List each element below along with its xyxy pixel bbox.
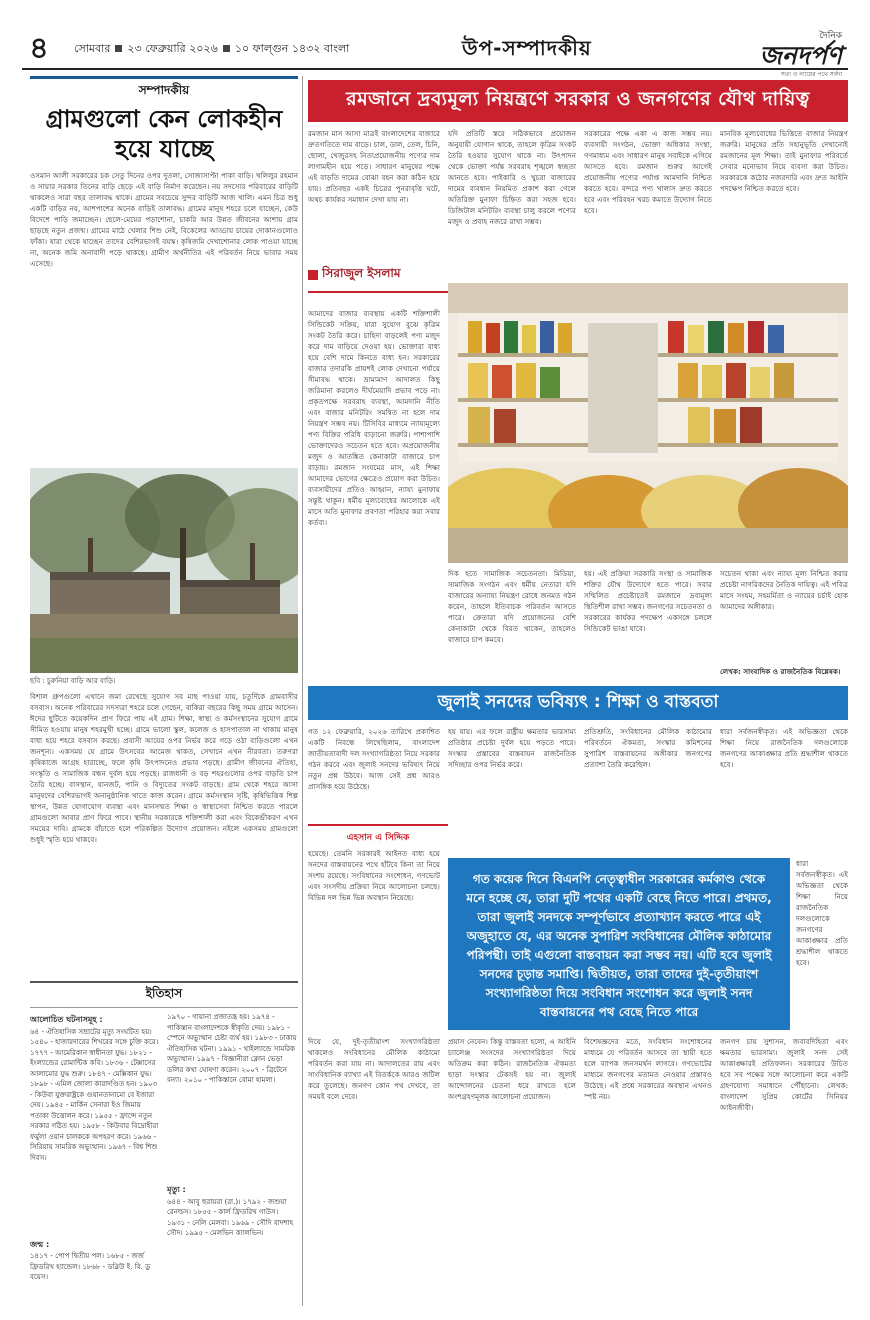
events-list: ৬৪ - ঐতিহাসিক সম্রাটের মৃত্যু সংঘটিত হয়। ১৫৪০ - হাজারদারের শিখরের সঙ্গে চুক্তি করে। ১৭৭৭ - আমেরিকান স্বাধীনতা যুদ্ধ। ১৮২১ - ইংল্যান্ডের রোমান্টিক কবি। ১৮৩৬ - টেক্সাসের আলামোর যুদ্ধ শুরু। ১৮৪৭ - মেক্সিকান যুদ্ধ। ১৮৯৮ - এমিল জোলা কারাদণ্ডিত হন। ১৯০৩ - কিউবা যুক্তরাষ্ট্রকে গুয়ানতানামো বে ইজারা দেয়। ১৯৪৫ - মার্কিন সেনারা ইও জিমায় পতাকা উত্তোলন করে। ১৯৫৫ - ফ্রান্সে নতুন সরকার গঠিত হয়। ১৯৫৮ - কিউবার বিদ্রোহীরা ফর্মুলা ওয়ান চালককে অপহরণ করে। ১৯৬৬ - সিরিয়ায় সামরিক অভ্যুত্থান। ১৯৬৭ - বিশ্ব শিশু দিবস। (30, 1027, 159, 1162)
second-bottom-column-2: প্রয়াস নেবেন। কিন্তু বাস্তবতা হলো, এ আইনি চ্যালেঞ্জ সংসদের সংখ্যাগরিষ্ঠতা দিয়ে অতিক্রম করা কঠিন। রাজনৈতিক ঐকমত্য ছাড়া সংস্কার টেকসই হয় না। জুলাই আন্দোলনের চেতনা ধরে রাখতে হলে অংশগ্রহণমূলক আলোচনা প্রয়োজন। (448, 1037, 576, 1101)
second-headline: জুলাই সনদের ভবিষ্যৎ : শিক্ষা ও বাস্তবতা (308, 686, 848, 720)
second-column-4: ধারা সর্বজনস্বীকৃত। এই অভিজ্ঞতা থেকে শিক্ষা নিয়ে রাজনৈতিক দলগুলোকে জনগণের আকাঙ্ক্ষার প্রতি শ্রদ্ধাশীল থাকতে হবে। (720, 727, 848, 769)
second-column-1-lower: হয়েছে। তেমনি সরকারই আইনত বাধ্য হয়ে সনদের বাস্তবায়নের পথে হাঁটবে কিনা তা নিয়ে সংশয় রয়েছে। সংবিধানের সংশোধন, গণভোট এবং সংসদীয় প্রক্রিয়া নিয়ে আলোচনা চলছে। বিভিন্ন দল ভিন্ন ভিন্ন অবস্থান নিয়েছে। (308, 849, 440, 902)
issue-date-gregorian: ২৩ ফেব্রুয়ারি ২০২৬ (127, 41, 218, 55)
brand-name: জনদর্পণ (759, 41, 842, 70)
second-author-box (308, 824, 448, 844)
main-column-1-bottom: আমাদের বাজার ব্যবস্থায় একটি শক্তিশালী সিন্ডিকেট সক্রিয়, যারা সুযোগ বুঝে কৃত্রিম সংকট তৈরি করে। চাহিদা বাড়লেই পণ্য মজুদ করে দাম বাড়িয়ে দেওয়া হয়। ভোক্তারা বাধ্য হয়ে বেশি দামে কিনতে বাধ্য হন। সরকারের বাজার তদারকি প্রায়শই লোক দেখানো পর্যায়ে সীমাবদ্ধ থাকে। ভ্রাম্যমাণ আদালত কিছু জরিমানা করলেও দীর্ঘমেয়াদি প্রভাব পড়ে না। প্রকৃতপক্ষে সরবরাহ ব্যবস্থা, আমদানি নীতি এবং বাজার মনিটরিং সমন্বিত না হলে দাম নিয়ন্ত্রণ সম্ভব নয়। টিসিবির মাধ্যমে ন্যায্যমূল্যে পণ্য বিক্রির পরিধি বাড়ানো জরুরি। পাশাপাশি ভোক্তাদেরও সচেতন হতে হবে। অপ্রয়োজনীয় মজুদ ও আতঙ্কিত কেনাকাটা বাজারে চাপ বাড়ায়। রমজান সংযমের মাস, এই শিক্ষা আমাদের ভোগের ক্ষেত্রেও প্রয়োগ করা উচিত। ব্যবসায়ীদের প্রতিও আহ্বান, ন্যায্য মুনাফায় সন্তুষ্ট থাকুন। ধর্মীয় মূল্যবোধের আলোকে এই মাসে অতি মুনাফার প্রবণতা পরিহার করা সবার কর্তব্য। (308, 309, 440, 527)
issue-date-bangla: ১০ ফাল্গুন ১৪৩২ বাংলা (234, 41, 350, 55)
main-author-box (308, 264, 448, 304)
brand-daily: দৈনিক (819, 31, 842, 41)
editorial-column (30, 76, 298, 1296)
history-column-left (30, 1012, 161, 1283)
grocery-shop-photo (448, 283, 848, 563)
second-column-2: হয় যায়। এর ফলে রাষ্ট্রীয় ক্ষমতার ভারসাম্য প্রতিষ্ঠার প্রচেষ্টা দুর্বল হয়ে পড়তে পারে। সংস্কার প্রস্তাবের বাস্তবায়ন রাজনৈতিক সদিচ্ছার ওপর নির্ভর করে। (448, 727, 576, 769)
village-photo (30, 468, 298, 673)
page-number: ৪ (29, 31, 49, 66)
main-column-4: মানবিক মূল্যবোধের ভিত্তিতে বাজার নিয়ন্ত্রণ জরুরি। মানুষের প্রতি সহানুভূতি দেখানোই রমজানের মূল শিক্ষা। তাই মুনাফার পরিবর্তে সেবার মনোভাব নিয়ে ব্যবসা করা উচিত। সরকারকে কঠোর নজরদারি এবং দ্রুত আইনি পদক্ষেপ নিশ্চিত করতে হবে। (720, 129, 848, 193)
history-title: ইতিহাস (30, 981, 298, 1008)
editorial-body: বিশাল গ্রুপগুলো এখানে জমা রেখেছে সুযোগ সব মাছ পাওয়া যায়, চতুর্দিকে গ্রামবাসীর বসবাস। অনেক পরিবারের সদস্যরা শহরে চলে গেছেন, বাকিরা বছরের কিছু সময় গ্রামে আসেন। ঈদের ছুটিতে কয়েকদিন প্রাণ ফিরে পায় এই গ্রাম। শিক্ষা, স্বাস্থ্য ও কর্মসংস্থানের সুযোগ গ্রামে সীমিত হওয়ায় মানুষ শহরমুখী হচ্ছে। গ্রামে ভালো স্কুল, কলেজ ও হাসপাতাল না থাকায় মানুষ বাধ্য হয়ে শহরে বসবাস করছে। প্রবাসী আয়ের ওপর নির্ভর করে গড়ে ওঠা বাড়িগুলো এখন জনশূন্য। একসময় যে গ্রামে উৎসবের আমেজ থাকত, সেখানে এখন নীরবতা। তরুণরা কৃষিকাজে আগ্রহ হারাচ্ছে, ফলে কৃষি উৎপাদনেও প্রভাব পড়ছে। গ্রামীণ জীবনের ঐতিহ্য, সংস্কৃতি ও সামাজিক বন্ধন দুর্বল হয়ে পড়ছে। রাজধানী ও বড় শহরগুলোর ওপর বাড়তি চাপ তৈরি হচ্ছে। বাসস্থান, যানজট, পানি ও বিদ্যুতের সংকট বাড়ছে। গ্রাম থেকে শহরে আসা মানুষদের বেশিরভাগই অনানুষ্ঠানিক খাতে কাজ করেন। গ্রামে কর্মসংস্থান সৃষ্টি, কৃষিভিত্তিক শিল্প স্থাপন, উন্নত যোগাযোগ ব্যবস্থা এবং মানসম্মত শিক্ষা ও স্বাস্থ্যসেবা নিশ্চিত করতে পারলে গ্রামগুলো আবার প্রাণ ফিরে পাবে। স্থানীয় সরকারকে শক্তিশালী করা এবং বিকেন্দ্রীকরণ এখন সময়ের দাবি। গ্রামকে বাঁচাতে হলে পরিকল্পিত উদ্যোগ প্রয়োজন। নইলে একসময় গ্রামগুলো শুধুই স্মৃতি হয়ে থাকবে। (30, 692, 298, 844)
deaths-heading: মৃত্যু : (167, 1185, 186, 1194)
events-heading: আলোচিত ঘটনাসমূহ : (30, 1015, 103, 1024)
pull-quote: গত কয়েক দিনে বিএনপি নেতৃত্বাধীন সরকারের কর্মকাণ্ড থেকে মনে হচ্ছে যে, তারা দুটি পথের একটি বেছে নিতে পারে। প্রথমত, তারা জুলাই সনদকে সম্পূর্ণভাবে প্রত্যাখ্যান করতে পারে এই অজুহাতে যে, এর অনেক সুপারিশ সংবিধানের মৌলিক কাঠামোর পরিপন্থী। তাই এগুলো বাস্তবায়ন করা সম্ভব নয়। এটি হবে জুলাই সনদের চূড়ান্ত সমাপ্তি। দ্বিতীয়ত, তারা তাদের দুই-তৃতীয়াংশ সংখ্যাগরিষ্ঠতা দিয়ে সংবিধান সংশোধন করে জুলাই সনদ বাস্তবায়নের পথ বেছে নিতে পারে (448, 858, 790, 1030)
main-column-3: সরকারের পক্ষে একা এ কাজ সম্ভব নয়। ব্যবসায়ী সংগঠন, ভোক্তা অধিকার সংস্থা, গণমাধ্যম এবং সাধারণ মানুষ সবাইকে এগিয়ে আসতে হবে। রমজান শুরুর আগেই প্রয়োজনীয় পণ্যের পর্যাপ্ত আমদানি নিশ্চিত করতে হবে। বন্দরে পণ্য খালাস দ্রুত করতে হবে এবং পরিবহন খরচ কমাতে উদ্যোগ নিতে হবে। (584, 129, 712, 215)
main-column-2: যদি প্রতিটি স্তরে সঠিকভাবে প্রয়োজন অনুযায়ী যোগান থাকে, তাহলে কৃত্রিম সংকট তৈরি হওয়ার সুযোগ থাকে না। উৎপাদন থেকে ভোক্তা পর্যন্ত সরবরাহ শৃঙ্খলে স্বচ্ছতা আনতে হবে। পাইকারি ও খুচরা বাজারের দামের ব্যবধান নিয়মিত প্রকাশ করা গেলে অতিরিক্ত মুনাফা চিহ্নিত করা সহজ হবে। ডিজিটাল মনিটরিং ব্যবস্থা চালু করলে পণ্যের মজুদ ও প্রবাহ নজরে রাখা সম্ভব। (448, 129, 576, 226)
village-photo-caption: ছবি : চুরুনিয়া বাড়ি আর বাড়ি। (30, 677, 116, 685)
births-list: ১৪১৭ - পোপ দ্বিতীয় পল। ১৬৮৫ - জর্জ ফ্রিডরিখ হ্যান্ডেল। ১৮৬৮ - ডব্লিউ ই. বি. ডু বয়েস। (30, 1252, 151, 1281)
births-heading: জন্ম : (30, 1239, 50, 1249)
second-side-strip: ধারা সর্বজনস্বীকৃত। এই অভিজ্ঞতা থেকে শিক্ষা নিয়ে রাজনৈতিক দলগুলোকে জনগণের আকাঙ্ক্ষার প্রতি শ্রদ্ধাশীল থাকতে হবে। (796, 859, 848, 967)
grocery-shop-illustration (448, 283, 848, 563)
author-underline (308, 291, 448, 293)
main-author: সিরাজুল ইসলাম (322, 265, 401, 280)
events-list-continued: ১৯৭০ - গায়ানা প্রজাতন্ত্র হয়। ১৯৭৪ - পাকিস্তান বাংলাদেশকে স্বীকৃতি দেয়। ১৯৮১ - স্পেনে অভ্যুত্থান চেষ্টা ব্যর্থ হয়। ১৯৮৩ - ঢাকায় ঐতিহাসিক ঘটনা। ১৯৯১ - থাইল্যান্ডে সামরিক অভ্যুত্থান। ১৯৯৭ - বিজ্ঞানীরা ক্লোন ভেড়া ডলির কথা ঘোষণা করেন। ২০০৭ - ব্রিটেনে বন্যা। ২০১০ - পাকিস্তানে বোমা হামলা। (167, 1013, 297, 1084)
history-column-right (167, 1012, 298, 1283)
section-title: উপ-সম্পাদকীয় (462, 36, 592, 60)
issue-date-line (74, 40, 349, 59)
editorial-label-bar (30, 76, 298, 98)
editorial-headline: গ্রামগুলো কেন লোকহীন হয়ে যাচ্ছে (45, 105, 283, 163)
brand-tagline: সত্য ও ন্যায়ের পথে সর্বদা (780, 71, 842, 78)
main-headline: রমজানে দ্রব্যমূল্য নিয়ন্ত্রণে সরকার ও জনগণের যৌথ দায়িত্ব (308, 80, 848, 122)
second-column-3: প্রতিশ্রুতি, সংবিধানের মৌলিক কাঠামোর পরিবর্তনে ঐকমত্য, সংস্কার কমিশনের সুপারিশ বাস্তবায়নের অঙ্গীকার জনগণের প্রত্যাশা তৈরি করেছিল। (584, 727, 712, 769)
column-divider (302, 76, 303, 1306)
second-bottom-column-4: জনগণ চায় সুশাসন, জবাবদিহিতা এবং ক্ষমতার ভারসাম্য। জুলাই সনদ সেই আকাঙ্ক্ষারই প্রতিফলন। সরকারের উচিত হবে সব পক্ষের সঙ্গে আলোচনা করে একটি গ্রহণযোগ্য সমাধানে পৌঁছানো। লেখক: বাংলাদেশ সুপ্রিম কোর্টের সিনিয়র আইনজীবী। (720, 1037, 848, 1112)
second-column-1: গত ১২ ফেব্রুয়ারি, ২০২৬ তারিখে প্রকাশিত একটি নিবন্ধে লিখেছিলাম, বাংলাদেশ জাতীয়তাবাদী দল সংখ্যাগরিষ্ঠতা নিয়ে সরকার গঠন করবে এবং জুলাই সনদের ভবিষ্যৎ নিয়ে নতুন প্রশ্ন উঠবে। আজ সেই প্রশ্ন আরও প্রাসঙ্গিক হয়ে উঠেছে। (308, 727, 440, 791)
author-marker-icon (308, 270, 318, 280)
editorial-intro: ওসমান আলী সরকারের চক সেতু দিনের ওপর দুতলা, সোজাসাপ্টা পাকা বাড়ি। খলিলুর রহমান ও সায়ার সরকার তিনের বাড়ি ছেড়ে এই বাড়ি নির্মাণ করেছেন। নয় সদস্যের পরিবারের বাড়িটি থাকলেও সারা বছর তালাবদ্ধ থাকে। গ্রামের সবচেয়ে সুন্দর বাড়িটি আজ খালি। এমন চিত্র শুধু একটি বাড়ির নয়, আশপাশের অনেক বাড়িই তালাবদ্ধ। গ্রামের মানুষ শহরে চলে যাচ্ছেন, কেউ বিদেশে পাড়ি জমাচ্ছেন। ছেলে-মেয়ের পড়াশোনা, চাকরি আর উন্নত জীবনের আশায় গ্রাম ছাড়ছে নতুন প্রজন্ম। গ্রামের মাঠে খেলার শিশু নেই, বিকেলের আড্ডায় চায়ের দোকানগুলোও ফাঁকা। যারা থেকে যাচ্ছেন তাদের বেশিরভাগই বয়স্ক। কৃষিজমি দেখাশোনার লোক পাওয়া যাচ্ছে না, অনেক জমি অনাবাদী পড়ে থাকছে। গ্রামীণ অর্থনীতির এই পরিবর্তন নিয়ে ভাবার সময় এসেছে। (30, 171, 298, 268)
masthead (22, 30, 848, 78)
issue-day: সোমবার (74, 41, 111, 55)
main-under-photo-left: দিক হতে সামাজিক সচেতনতা। মিডিয়া, সামাজিক সংগঠন এবং ধর্মীয় নেতারা যদি বাজারের অন্যায্য নিয়ন্ত্রণ রোধে জনমত গঠন করেন, তাহলে ইতিবাচক পরিবর্তন আসতে পারে। ক্রেতারা যদি প্রয়োজনের বেশি কেনাকাটা থেকে বিরত থাকেন, তাহলেও বাজারে চাপ কমবে। (448, 569, 576, 644)
second-bottom-column-3: বিশেষজ্ঞদের মতে, সংবিধান সংশোধনের মাধ্যমে যে পরিবর্তন আসবে তা স্থায়ী হতে হলে ব্যাপক জনসমর্থন লাগবে। গণভোটের মাধ্যমে জনগণের মতামত নেওয়ার প্রস্তাবও উঠেছে। এই প্রশ্নে সরকারের অবস্থান এখনও স্পষ্ট নয়। (584, 1037, 712, 1101)
second-bottom-column-1: দিয়ে যে, দুই-তৃতীয়াংশ সংখ্যাগরিষ্ঠতা থাকলেও সংবিধানের মৌলিক কাঠামো পরিবর্তন করা যায় না। আদালতের রায় এবং সাংবিধানিক ব্যাখ্যা এই বিতর্ককে আরও জটিল করে তুলেছে। জনগণ কোন পথ দেখবে, তা সময়ই বলে দেবে। (308, 1037, 440, 1101)
main-column-1-top: রমজান মাস আসা মাত্রই বাংলাদেশের বাজারে দ্রুতগতিতে দাম বাড়ে। চাল, ডাল, তেল, চিনি, ছোলা, খেজুরসহ নিত্যপ্রয়োজনীয় পণ্যের দাম লাগামহীন হয়ে পড়ে। সাধারণ মানুষের পক্ষে এই বাড়তি দামের বোঝা বহন করা কঠিন হয়ে যায়। প্রতিবছর একই চিত্রের পুনরাবৃত্তি ঘটে, অথচ কার্যকর সমাধান দেখা যায় না। (308, 129, 440, 204)
main-writer-note: লেখক: সাংবাদিক ও রাজনৈতিক বিশ্লেষক। (720, 667, 841, 676)
newspaper-logo (759, 28, 842, 80)
separator-square-icon (223, 45, 230, 52)
editorial-label: সম্পাদকীয় (138, 83, 190, 97)
history-box (30, 981, 298, 1283)
second-author: এহসান এ সিদ্দিক (346, 833, 410, 843)
main-under-photo-right: হয়। এই প্রক্রিয়া সরকারি সংস্থা ও সামাজিক শক্তির যৌথ উদ্যোগে হতে পারে। সবার সম্মিলিত প্রচেষ্টাতেই রমজানে দ্রব্যমূল্য স্থিতিশীল রাখা সম্ভব। জনগণের সচেতনতা ও সরকারের কার্যকর পদক্ষেপ একসঙ্গে চললে সিন্ডিকেট ভাঙা যাবে। (584, 569, 712, 633)
main-under-photo-far: সচেতন থাকা এবং ন্যায্য মূল্য নিশ্চিত করার প্রচেষ্টা নাগরিকদের নৈতিক দায়িত্ব। এই পবিত্র মাসে সংযম, সহমর্মিতা ও ন্যায়ের চর্চাই হোক আমাদের অঙ্গীকার। (720, 569, 848, 611)
separator-square-icon (115, 45, 122, 52)
village-photo-illustration (30, 468, 298, 673)
deaths-list: ৬৪৪ - আবু হুরায়রা (রা.)। ১৭৯২ - জশুয়া রেনল্ডস। ১৮৫৫ - কার্ল ফ্রিডরিখ গাউস। ১৯৩১ - নেলি মেলবা। ১৯৬৯ - সৌদি বাদশাহ সৌদ। ১৯৯৫ - মেলভিন ক্যালভিন। (167, 1197, 294, 1237)
